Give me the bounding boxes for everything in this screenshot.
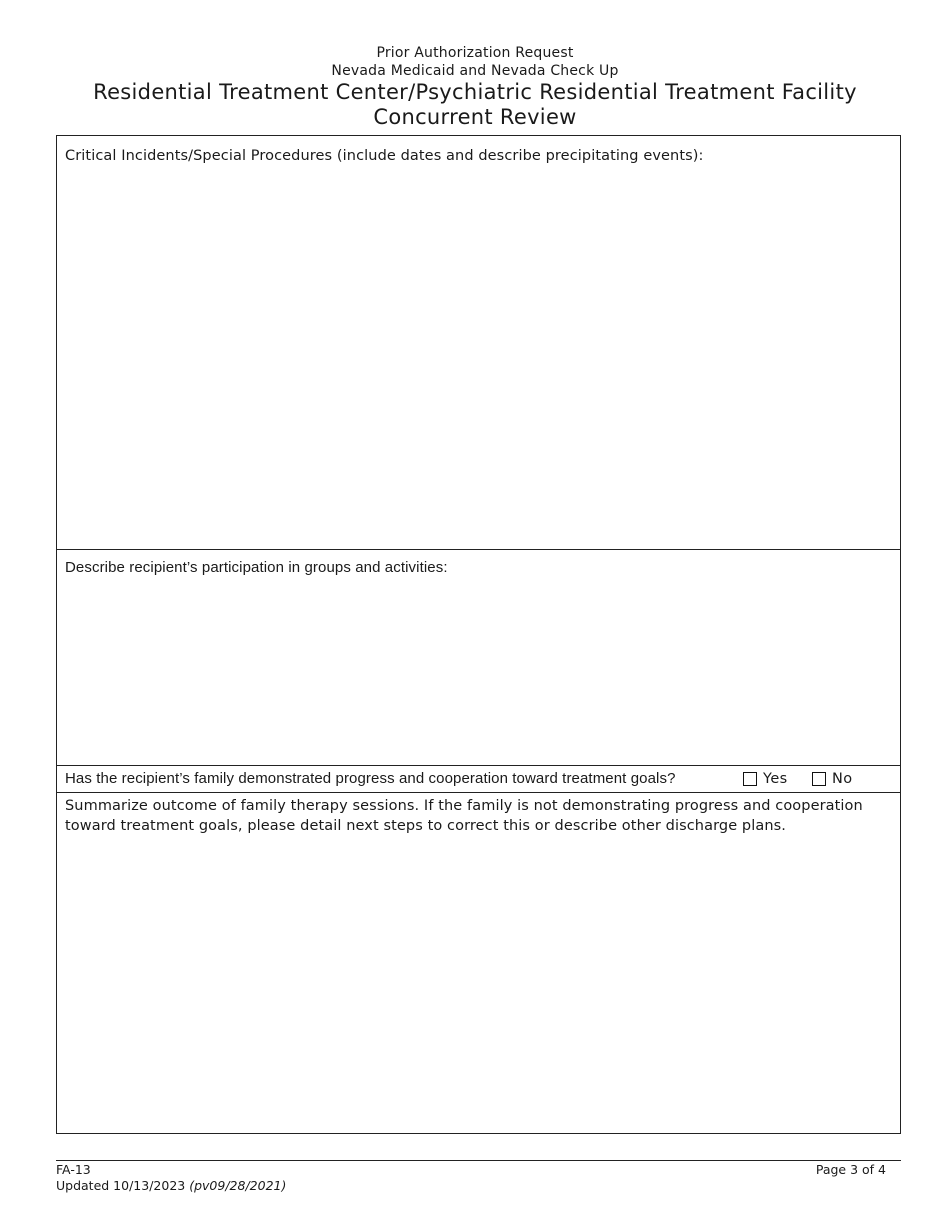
family-progress-yes[interactable] <box>743 771 788 787</box>
page-number: Page 3 of 4 <box>815 1162 886 1177</box>
yes-checkbox[interactable] <box>743 772 757 786</box>
no-checkbox[interactable] <box>812 772 826 786</box>
family-progress-row <box>56 765 901 793</box>
family-therapy-field[interactable] <box>56 792 901 1134</box>
footer-form-info <box>56 1162 286 1194</box>
form-updated <box>56 1178 286 1194</box>
critical-incidents-field[interactable] <box>56 135 901 550</box>
header-line-1: Prior Authorization Request <box>376 45 574 61</box>
form-title-line-2: Concurrent Review <box>373 105 577 129</box>
participation-field[interactable] <box>56 549 901 766</box>
header-line-2: Nevada Medicaid and Nevada Check Up <box>331 63 619 79</box>
participation-label: Describe recipient’s participation in groups and activities: <box>65 559 448 576</box>
critical-incidents-label: Critical Incidents/Special Procedures (include dates and describe precipitating events): <box>65 148 704 164</box>
footer-divider <box>56 1160 901 1161</box>
no-label: No <box>832 771 853 787</box>
form-header <box>0 44 950 130</box>
form-id: FA-13 <box>56 1162 91 1177</box>
family-progress-question: Has the recipient’s family demonstrated progress and cooperation toward treatment goals? <box>65 770 676 787</box>
form-title-line-1: Residential Treatment Center/Psychiatric Residential Treatment Facility <box>93 80 857 104</box>
family-progress-no[interactable] <box>812 771 853 787</box>
family-therapy-label: Summarize outcome of family therapy sessions. If the family is not demonstrating progress and cooperation toward treatment goals, please detail next steps to correct this or describe other discharge plans. <box>65 798 863 834</box>
yes-label: Yes <box>763 771 788 787</box>
updated-date: Updated 10/13/2023 <box>56 1178 186 1193</box>
previous-version: (pv09/28/2021) <box>189 1178 287 1193</box>
